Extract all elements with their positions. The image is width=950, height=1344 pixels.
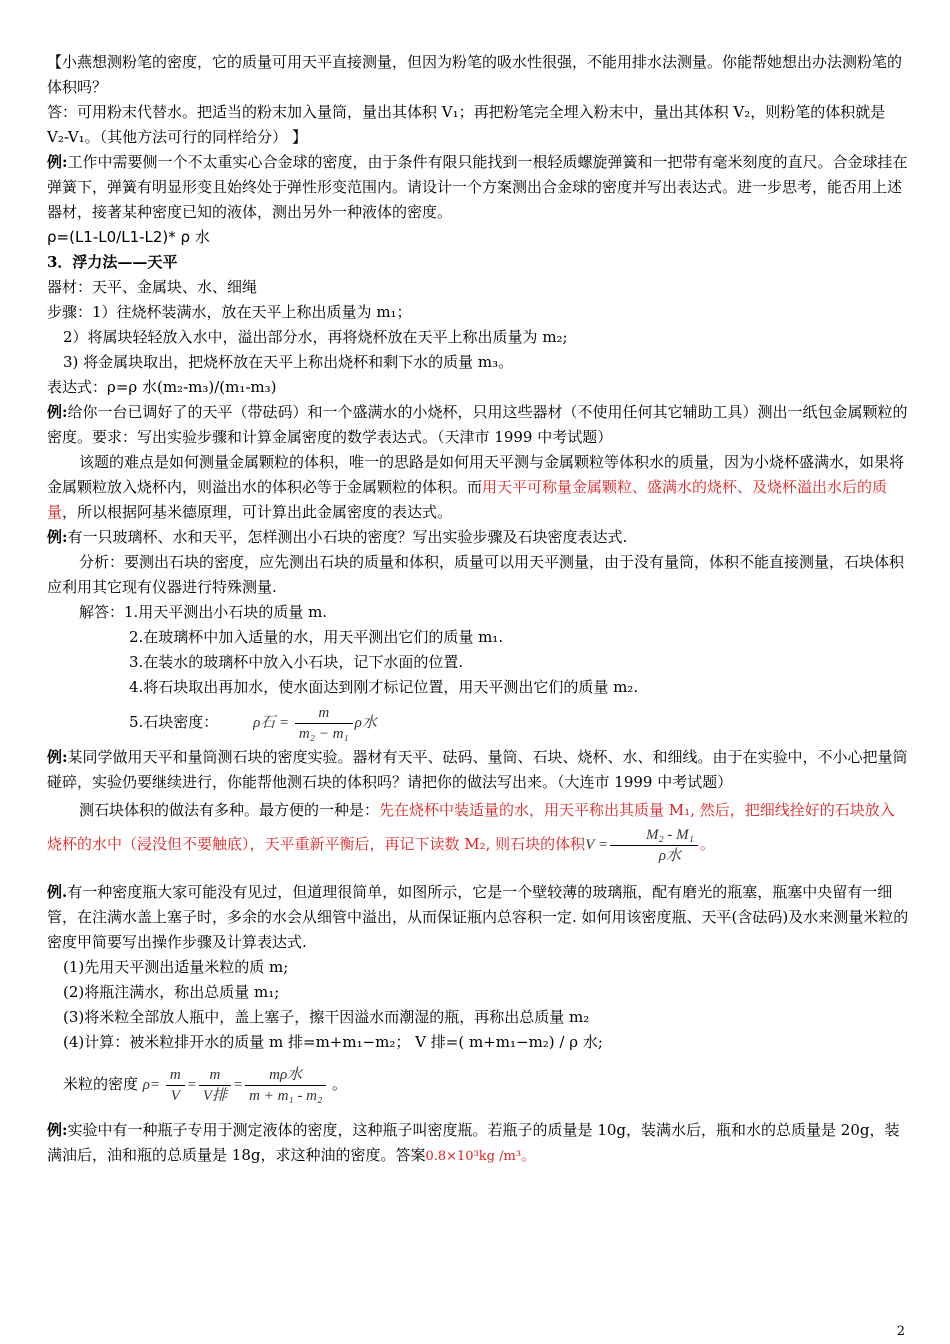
- example-spring: [47, 150, 909, 225]
- example-stone-cup: [47, 525, 909, 550]
- formula-numerator: m: [295, 703, 353, 724]
- expression-line: 表达式：ρ=ρ 水(m₂-m₃)/(m₁-m₃): [47, 378, 277, 396]
- example-label: 例:: [47, 153, 68, 171]
- example-label: 例:: [47, 528, 68, 546]
- formula-tail: ρ水: [354, 715, 377, 731]
- rice-density-formula: ρ= $\frac{m}{V}$ = $\frac{m}{\text{V排}}$ = $\frac{\text{mρ水}}{\text{m + m₁ - m₂}}$: [143, 1077, 332, 1093]
- example-label: 例:: [47, 748, 68, 766]
- example-density-bottle: [47, 880, 909, 955]
- answer-text: 测石块体积的做法有多种。最方便的一种是：: [79, 801, 380, 819]
- example-label: 例:: [47, 1121, 68, 1139]
- formula-spring: ρ=(L1-L0/L1-L2)* ρ 水: [47, 228, 210, 246]
- equipment-line: 器材：天平、金属块、水、细绳: [47, 278, 258, 296]
- formula-denominator: m₂ − m₁: [298, 726, 349, 743]
- formula-fraction: [295, 703, 353, 744]
- step-1: 步骤：1）往烧杯装满水，放在天平上称出质量为 m₁；: [47, 303, 412, 321]
- example-text: 有一种密度瓶大家可能没有见过，但道理很简单，如图所示，它是一个壁较薄的玻璃瓶，配有磨光的瓶塞，瓶塞中央留有一细管，在注满水盖上塞子时，多余的水会从细管中溢出，从而保证瓶内总容积一定. 如何用该密度瓶、天平(含砝码)及水来测量米粒的密度甲简要写出操作步骤及计算表达式.: [47, 883, 909, 951]
- stone-density-formula: [253, 705, 377, 743]
- highlight-text: 先在烧杯中装适量的水，用天平称出其质量 M₁, 然后，把细线拴好的石块放入烧杯的水中（浸没但不要触底），天平重新平衡后，再记下读数 M₂, 则石块的体积: [47, 801, 895, 853]
- example-text: 实验中有一种瓶子专用于测定液体的密度，这种瓶子叫密度瓶。若瓶子的质量是 10g，装满水后，瓶和水的总质量是 20g，装满油后，油和瓶的总质量是 18g，求这种油的密度。答案: [47, 1121, 900, 1164]
- step-3: 3) 将金属块取出，把烧杯放在天平上称出烧杯和剩下水的质量 m₃。: [63, 353, 514, 371]
- formula-numerator: m: [199, 1065, 231, 1086]
- section-heading: 3．浮力法——天平: [47, 253, 178, 271]
- formula-fraction: [610, 825, 698, 866]
- formula-numerator: m: [166, 1065, 185, 1086]
- paragraph-chalk-answer: 答：可用粉末代替水。把适当的粉末加入量筒，量出其体积 V₁；再把粉笔完全埋入粉末中，量出其体积 V₂，则粉笔的体积就是 V₂-V₁。（其他方法可行的同样给分） 】: [47, 103, 886, 146]
- rice-density-label: 米粒的密度: [63, 1075, 139, 1093]
- page-number: 2: [896, 1324, 905, 1339]
- answer-step-2: 2.在玻璃杯中加入适量的水，用天平测出它们的质量 m₁.: [129, 628, 504, 646]
- formula-denominator: V: [170, 1088, 180, 1105]
- bottle-step-2: (2)将瓶注满水，称出总质量 m₁;: [63, 983, 280, 1001]
- formula-fraction: [245, 1065, 326, 1106]
- formula-denominator: m + m₁ - m₂: [249, 1088, 323, 1105]
- analysis-text: ，所以根据阿基米德原理，可计算出此金属密度的表达式。: [62, 503, 453, 521]
- paragraph-chalk-question: 【小燕想测粉笔的密度，它的质量可用天平直接测量，但因为粉笔的吸水性很强，不能用排水法测量。你能帮她想出办法测粉笔的体积吗？: [47, 53, 903, 96]
- analysis-stone: 分析：要测出石块的密度，应先测出石块的质量和体积，质量可以用天平测量，由于没有量筒，体积不能直接测量，石块体积应利用其它现有仪器进行特殊测量.: [47, 553, 905, 596]
- formula-fraction: [166, 1065, 185, 1106]
- answer-step-5: [47, 700, 909, 745]
- bottle-step-4: (4)计算：被米粒排开水的质量 m 排=m+m₁−m₂； V 排=( m+m₁−m₂) / ρ 水;: [63, 1033, 603, 1051]
- answer-step-4: 4.将石块取出再加水，使水面达到刚才标记位置，用天平测出它们的质量 m₂.: [129, 678, 639, 696]
- example-text: 给你一台已调好了的天平（带砝码）和一个盛满水的小烧杯，只用这些器材（不使用任何其它辅助工具）测出一纸包金属颗粒的密度。要求：写出实验步骤和计算金属密度的数学表达式。（天津市 1999 中考试题）: [47, 403, 908, 446]
- formula-numerator: mρ水: [245, 1065, 326, 1086]
- example-text: 某同学做用天平和量筒测石块的密度实验。器材有天平、砝码、量筒、石块、烧杯、水、和细线。由于在实验中，不小心把量筒碰碎，实验仍要继续进行，你能帮他测石块的体积吗？请把你的做法写出来。（大连市 1999 中考试题）: [47, 748, 908, 791]
- document-page: [47, 50, 909, 1169]
- answer-step-1: 解答：1.用天平测出小石块的质量 m.: [79, 603, 328, 621]
- example-label: 例:: [47, 403, 68, 421]
- highlight-text: 用天平可称量金属颗粒、盛满水的烧杯、及烧杯溢出水后的质量: [47, 478, 888, 521]
- volume-formula: [585, 827, 700, 864]
- answer-broken-cylinder: [47, 795, 909, 866]
- formula-lhs: ρ=: [142, 1077, 161, 1093]
- formula-numerator: M₂ - M₁: [610, 825, 698, 846]
- formula-fraction: [199, 1065, 231, 1106]
- example-label: 例.: [47, 883, 68, 901]
- formula-lhs: ρ石 =: [253, 715, 290, 731]
- rice-density-line: [47, 1059, 909, 1110]
- analysis-text: 该题的难点是如何测量金属颗粒的体积，唯一的思路是如何用天平测与金属颗粒等体积水的质量，因为小烧杯盛满水，如果将金属颗粒放入烧杯内，则溢出水的体积必等于金属颗粒的体积。而: [47, 453, 905, 496]
- analysis-metal: [47, 450, 909, 525]
- example-text: 有一只玻璃杯、水和天平，怎样测出小石块的密度？写出实验步骤及石块密度表达式.: [67, 528, 628, 546]
- formula-lhs: V =: [585, 836, 608, 853]
- bottle-step-3: (3)将米粒全部放人瓶中，盖上塞子，擦干因溢水而潮湿的瓶，再称出总质量 m₂: [63, 1008, 590, 1026]
- answer-step-label: 5.石块密度：: [129, 713, 219, 731]
- answer-step-3: 3.在装水的玻璃杯中放入小石块，记下水面的位置.: [129, 653, 464, 671]
- bottle-step-1: (1)先用天平测出适量米粒的质 m;: [63, 958, 289, 976]
- example-text: 工作中需要侧一个不太重实心合金球的密度，由于条件有限只能找到一根轻质螺旋弹簧和一把带有毫米刻度的直尺。合金球挂在弹簧下，弹簧有明显形变且始终处于弹性形变范围内。请设计一个方案测出合金球的密度并写出表达式。进一步思考，能否用上述器材，接著某种密度已知的液体，测出另外一种液体的密度。: [47, 153, 908, 221]
- answer-value: 0.8×10³kg /m³: [425, 1149, 522, 1164]
- sentence-end: 。: [521, 1146, 537, 1164]
- formula-denominator: ρ水: [658, 848, 682, 864]
- sentence-end: 。: [699, 834, 715, 853]
- step-2: 2）将属块轻轻放入水中，溢出部分水，再将烧杯放在天平上称出质量为 m₂;: [63, 328, 568, 346]
- example-broken-cylinder: [47, 745, 909, 795]
- example-metal: [47, 400, 909, 450]
- sentence-end: 。: [331, 1075, 347, 1093]
- formula-denominator: V排: [202, 1088, 228, 1105]
- example-oil: [47, 1118, 909, 1169]
